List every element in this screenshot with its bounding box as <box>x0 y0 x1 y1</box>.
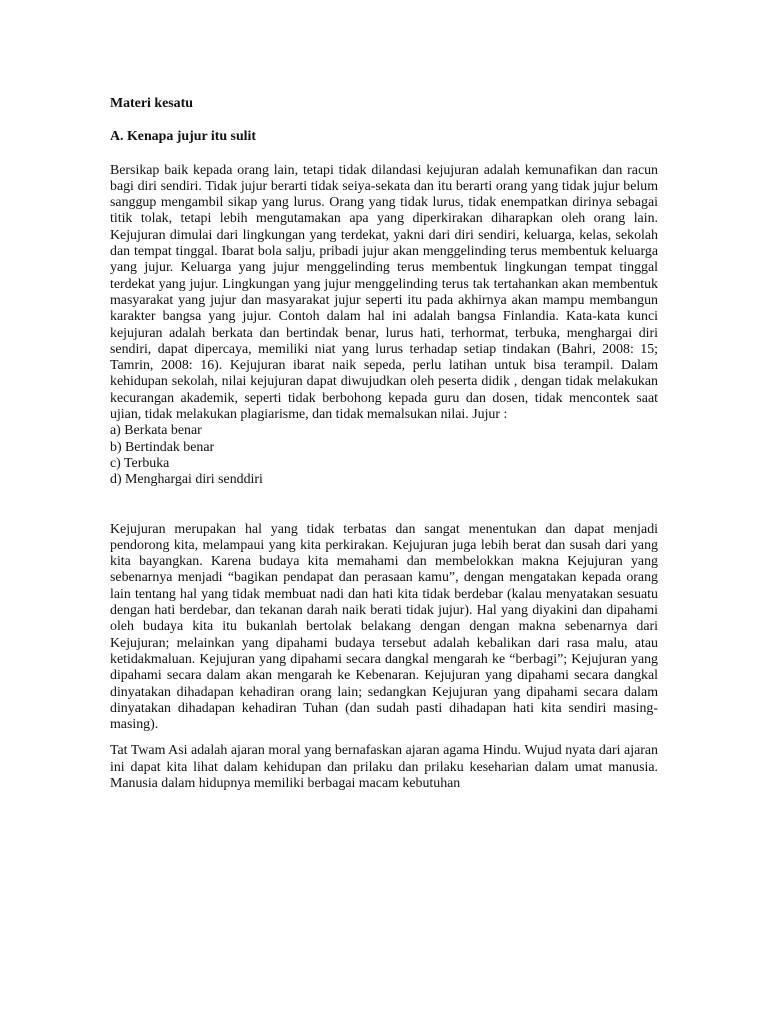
spacer <box>110 489 658 522</box>
subsection-title: A. Kenapa jujur itu sulit <box>110 129 257 145</box>
section-title: Materi kesatu <box>110 96 193 111</box>
list-item: d) Menghargai diri senddiri <box>110 472 263 488</box>
list-item: a) Berkata benar <box>110 423 202 439</box>
list-item: c) Terbuka <box>110 455 170 471</box>
list-item: b) Bertindak benar <box>110 439 215 455</box>
spacer <box>110 733 658 743</box>
paragraph-2: Kejujuran merupakan hal yang tidak terbatas dan sangat menentukan dan dapat menjadi pendorong kita, melampaui yang kita perkirakan. Kejujuran juga lebih berat dan susah dari yang kita bayangkan. Karena budaya kita memahami dan membelokkan makna Kejujuran yang sebenarnya menjadi “bagikan pendapat dan perasaan kamu”, dengan mengatakan kepada orang lain tentang hal yang tidak membuat nadi dan hati kita tidak berdebar (kalau menyatakan sesuatu dengan hati berdebar, dan tekanan darah naik berati tidak jujur). Hal yang diyakini dan dipahami oleh budaya kita itu bukanlah bertolak belakang dengan dengan makna sebenarnya dari Kejujuran; melainkan yang dipahami budaya tersebut adalah kebalikan dari rasa malu, atau ketidakmaluan. Kejujuran yang dipahami secara dangkal mengarah ke “berbagi”; Kejujuran yang dipahami secara dalam akan mengarah ke Kebenaran. Kejujuran yang dipahami secara dangkal dinyatakan dihadapan kehadiran orang lain; sedangkan Kejujuran yang dipahami secara dalam dinyatakan dihadapan kehadiran Tuhan (dan sudah pasti dihadapan hati kita sendiri masing-masing). <box>110 521 658 733</box>
paragraph-3: Tat Twam Asi adalah ajaran moral yang bernafaskan ajaran agama Hindu. Wujud nyata dari ajaran ini dapat kita lihat dalam kehidupan dan prilaku dan prilaku keseharian dalam umat manusia. Manusia dalam hidupnya memiliki berbagai macam kebutuhan <box>110 743 658 791</box>
paragraph-1: Bersikap baik kepada orang lain, tetapi tidak dilandasi kejujuran adalah kemunafikan dan racun bagi diri sendiri. Tidak jujur berarti tidak seiya-sekata dan itu berarti orang yang tidak jujur belum sanggup mengambil sikap yang lurus. Orang yang tidak lurus, tidak enempatkan dirinya sebagai titik tolak, tetapi lebih mengutamakan apa yang diperkirakan diharapkan oleh orang lain. Kejujuran dimulai dari lingkungan yang terdekat, yakni dari diri sendiri, keluarga, kelas, sekolah dan tempat tinggal. Ibarat bola salju, pribadi jujur akan menggelinding terus membentuk keluarga yang jujur. Keluarga yang jujur menggelinding terus membentuk lingkungan tempat tinggal terdekat yang jujur. Lingkungan yang jujur menggelinding terus tak tertahankan akan membentuk masyarakat yang jujur dan masyarakat jujur seperti itu pada akhirnya akan mampu membangun karakter bangsa yang jujur. Contoh dalam hal ini adalah bangsa Finlandia. Kata-kata kunci kejujuran adalah berkata dan bertindak benar, lurus hati, terhormat, terbuka, menghargai diri sendiri, dapat dipercaya, memiliki niat yang lurus terhadap setiap tindakan (Bahri, 2008: 15; Tamrin, 2008: 16). Kejujuran ibarat naik sepeda, perlu latihan untuk bisa terampil. Dalam kehidupan sekolah, nilai kejujuran dapat diwujudkan oleh peserta didik , dengan tidak melakukan kecurangan akademik, seperti tidak berbohong kepada guru dan dosen, tidak mencontek saat ujian, tidak melakukan plagiarisme, dan tidak memalsukan nilai. Jujur : <box>110 162 658 423</box>
honesty-list <box>110 423 658 488</box>
document-body <box>110 96 658 792</box>
